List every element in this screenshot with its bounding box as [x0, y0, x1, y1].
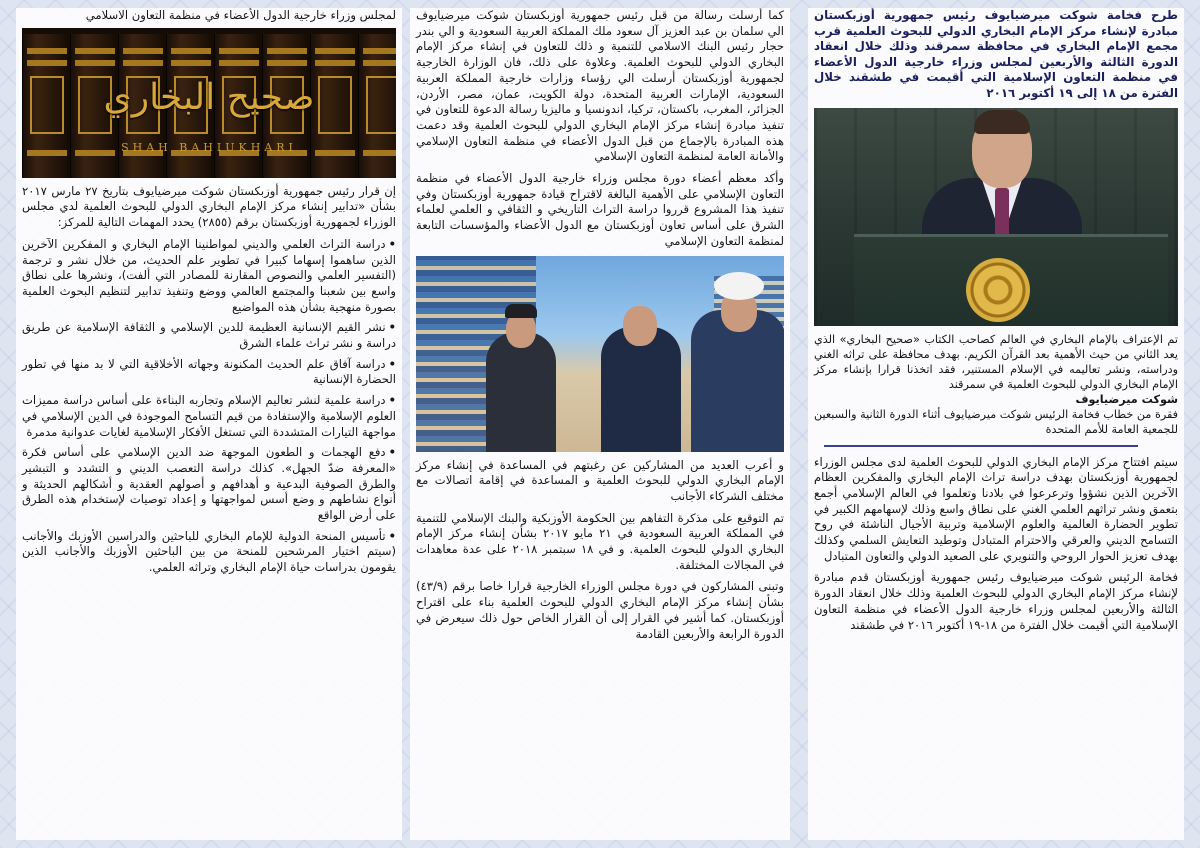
column-header: لمجلس وزراء خارجية الدول الأعضاء في منظمة التعاون الاسلامي	[85, 8, 396, 22]
paragraph: سيتم افتتاح مركز الإمام البخاري الدولي للبحوث العلمية لدى مجلس الوزراء لجمهورية أوزبكستان بهدف دراسة تراث الإمام البخاري والمفكرين العظام الآخرين الذين نشؤوا وترعرعوا في بلادنا وتعلموا في العالم الإسلامي أجمع بتعمق ونشر تراثهم العلمي الغني على نطاق واسع وذلك لإسهامهم الكبير في تطوير الحضارة العالمية والعلوم الإسلامية وتربية الأجيال الناشئة في روح التسامح الديني والعرقي والاحترام المتبادل وتوطيد التعايش السلمي وكذلك بهدف تعزيز الحوار الروحي والتنويري على الصعيد الدولي والتعاون المتبادل	[814, 454, 1178, 563]
paragraph: و أعرب العديد من المشاركين عن رغبتهم في المساعدة في إنشاء مركز الإمام البخاري الدولي للبحوث العلمية و المساعدة في إقامة اتصالات مع مختلف الشركاء الأجانب	[416, 457, 784, 503]
section-divider	[824, 445, 1138, 447]
list-item: •نشر القيم الإنسانية العظيمة للدين الإسلامي و الثقافة الإسلامية عن طريق دراسة و نشر تراث علماء الشرق	[22, 320, 396, 351]
bullet-icon: •	[388, 445, 396, 460]
bullet-icon: •	[388, 236, 396, 251]
paragraph: تم التوقيع على مذكرة التفاهم بين الحكومة الأوزبكية والبنك الإسلامي للتنمية في المملكة العربية السعودية في ٢١ مايو ٢٠١٧ بشأن إنشاء مركز الإمام البخاري الدولي للبحوث العلمية. و في ١٨ سبتمبر ٢٠١٨ على عدة معاهدات في المجالات المختلفة.	[416, 510, 784, 572]
book-latin-title: SHAH BAHIUKHARI	[121, 140, 297, 154]
headline: طرح فخامة شوكت ميرضيايوف رئيس جمهورية أوزبكستان مبادرة لإنشاء مركز الإمام البخاري الدولي للبحوث العلمية قرب مجمع الإمام البخاري في محافظة سمرقند وذلك خلال انعقاد الدورة الثالثة والأربعين لمجلس وزراء خارجية الدول الأعضاء في منظمة التعاون الإسلامية التي أقيمت في طشقند خلال الفترة من ١٨ إلى ١٩ أكتوبر ٢٠١٦	[814, 8, 1178, 100]
bullet-icon: •	[388, 528, 396, 543]
caption-quote: تم الإعتراف بالإمام البخاري في العالم كصاحب الكتاب «صحيح البخاري» الذي يعد الثاني من حيث الأهمية بعد القرآن الكريم. بهدف محافظة على تراثه الغني ودراسته، ونشر تعاليمه في الإسلام المستنير، فقد اتخذنا قرارا بإنشاء مركز الإمام البخاري الدولي للبحوث العلمية في سمرقند	[814, 332, 1178, 391]
un-podium-photo	[814, 108, 1178, 326]
book-title: صحيح البخاري	[103, 76, 315, 118]
task-list	[22, 237, 396, 576]
column-right	[808, 8, 1184, 840]
bullet-icon: •	[388, 320, 396, 335]
caption-signature: شوكت ميرضيايوف	[1075, 392, 1178, 406]
paragraph: فخامة الرئيس شوكت ميرضيايوف رئيس جمهورية أوزبكستان قدم مبادرة لإنشاء مركز الإمام البخاري الدولي للبحوث العلمية وذلك خلال انعقاد الدورة الثالثة والأربعين لمجلس وزراء خارجية الدول الأعضاء في منظمة التعاون الإسلامية التي أقيمت خلال الفترة من ١٨-١٩ أكتوبر ٢٠١٦ في طشقند	[814, 570, 1178, 632]
photo-caption	[814, 332, 1178, 437]
caption-note: فقرة من خطاب فخامة الرئيس شوكت ميرضيايوف أثناء الدورة الثانية والسبعين للجمعية العامة للأمم المتحدة	[813, 407, 1178, 436]
paragraph: كما أرسلت رسالة من قبل رئيس جمهورية أوزبكستان شوكت ميرضيايوف الي سلمان بن عبد العزيز آل سعود ملك المملكة العربية السعودية و الي بندر حجار رئيس البنك الاسلامي للتنمية و ذلك للتعاون في إنشاء مركز الإمام البخاري الدولي للبحوث العلمية. وعلاوة على ذلك، فان الوزارة الخارجية لجمهورية أوزبكستان أرسلت الي رؤساء وزارات خارجية المملكة العربية السعودية، الإمارات العربية المتحدة، دولة الكويت، عمان، مصر، الأردن، الجزائر، المغرب، باكستان، تركيا، اندونسيا و ماليزيا رسالة الدعوة للتعاون في تنفيذ مبادرة إنشاء مركز الإمام البخاري الدولي للبحوث العلمية وقد دعمت هذه المبادرة بالإجماع من قبل الدول الأعضاء في منظمة التعاون الإسلامي والأمانة العامة لمنظمة التعاون الإسلامي	[416, 8, 784, 164]
bullet-icon: •	[388, 393, 396, 408]
list-item: •دراسة آفاق علم الحديث المكنونة وجهاته الأخلاقية التي لا بد منها في تطور الحضارة الإنسانية	[22, 356, 396, 387]
leaders-courtyard-photo	[416, 256, 784, 452]
paragraph: وأكد معظم أعضاء دورة مجلس وزراء خارجية الدول الأعضاء في منظمة التعاون الإسلامي على الأهمية البالغة لاقتراح قيادة جمهورية أوزبكستان وفي تنفيذ هذا المشروع قرروا دراسة التراث التاريخي و الثقافي و العلمي لعلماء الشرق على أساس تعاون أوزبكستان مع الدول الأعضاء والمؤسسات التابعة لمنظمة التعاون الإسلامي	[416, 171, 784, 248]
column-left	[16, 8, 402, 840]
list-item: •دفع الهجمات و الطعون الموجهة ضد الدين الإسلامي على أساس فكرة «المعرفة ضدّ الجهل». كذلك دراسة التعصب الديني و التشدد و التبشير والطرق الصوفية البدعية و أهدافهم و أصولهم العقدية و أشكالهم الحديثة و أنواع نشاطهم و وضع أسس لمواجهتها و إعداد توصيات لإستخدام هذه الطرق على أرض الواقع	[22, 445, 396, 523]
list-item: •دراسة علمية لنشر تعاليم الإسلام وتجاربه البناءة على أساس دراسة مميزات العلوم الإسلامية والإستفادة من قيم التسامح الموجودة في الدين الإسلامي في مواجهة التيارات المتشددة التي تستغل الأفكار الإسلامية لغايات عدوانية مدمرة	[22, 393, 396, 439]
sahih-bukhari-books-photo	[22, 28, 396, 178]
column-middle	[410, 8, 790, 840]
intro-paragraph: إن قرار رئيس جمهورية أوزبكستان شوكت ميرضيايوف بتاريخ ٢٧ مارس ٢٠١٧ بشأن «تدابير إنشاء مركز الإمام البخاري الدولي للبحوث العلمية لدي مجلس الوزراء لجمهورية أوزبكستان برقم (٢٨٥٥) يحدد المهمات التالية للمركز:	[22, 183, 396, 230]
bullet-icon: •	[388, 356, 396, 371]
list-item: •دراسة التراث العلمي والديني لمواطنينا الإمام البخاري و المفكرين الآخرين الذين ساهموا إسهاما كبيرا في تطوير علم الحديث، من خلال نشر و ترجمة (التفسير العلمي والنصوص المقارنة للمصادر التي ألفت)، ونشرها على نطاق واسع بين شعبنا والمجتمع العالمي ووضع وتنفيذ تدابير لتنظيم البحوث العلمية بصورة منهجية بشأن هذه المواضيع	[22, 236, 396, 314]
list-item: •تأسيس المنحة الدولية للإمام البخاري للباحثين والدراسين الأوزبك والأجانب (سيتم اختيار المرشحين للمنحة من بين الباحثين الأوزبك والأجانب الذين يقومون بدراسات حياة الإمام البخاري وتراثه العلمي.	[22, 528, 396, 575]
paragraph: وتبنى المشاركون في دورة مجلس الوزراء الخارجية قرارا خاصا برقم (٤٣/٩) بشأن إنشاء مركز الإمام البخاري الدولي للبحوث العلمية بناء على اقتراح أوزبكستان. كما أشير في القرار إلى أن القرار الخاص حول ذلك سيعرض في الدورة الرابعة والأربعين القادمة	[416, 579, 784, 641]
un-emblem-icon	[966, 258, 1030, 322]
